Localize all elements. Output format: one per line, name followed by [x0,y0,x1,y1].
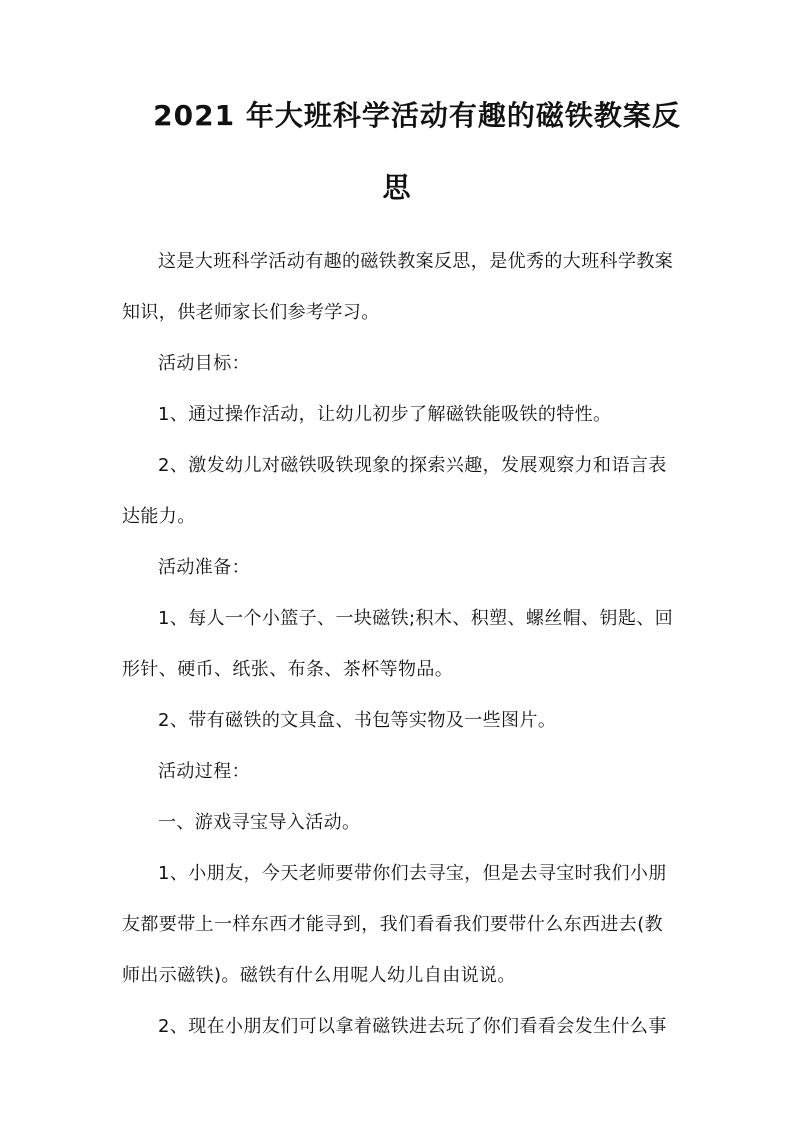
text-line: 一、游戏寻宝导入活动。 [158,812,361,833]
text-line: 友都要带上一样东西才能寻到，我们看看我们要带什么东西进去(教 [122,914,664,935]
text-line: 达能力。 [122,506,196,527]
text-line: 1、通过操作活动，让幼儿初步了解磁铁能吸铁的特性。 [158,404,612,425]
text-line: 2、激发幼儿对磁铁吸铁现象的探索兴趣，发展观察力和语言表 [158,455,667,476]
text-line: 2、带有磁铁的文具盒、书包等实物及一些图片。 [158,710,557,731]
text-line: 形针、硬币、纸张、布条、茶杯等物品。 [122,659,454,680]
text-line: 师出示磁铁)。磁铁有什么用呢人幼儿自由说说。 [122,965,516,986]
text-line: 2、现在小朋友们可以拿着磁铁进去玩了你们看看会发生什么事 [158,1016,667,1037]
text-line: 活动准备： [158,557,250,578]
text-line: 活动过程： [158,761,250,782]
document-title-line-2: 思 [382,171,412,204]
text-line: 1、小朋友，今天老师要带你们去寻宝，但是去寻宝时我们小朋 [158,863,667,884]
text-line: 知识，供老师家长们参考学习。 [122,302,380,323]
text-line: 这是大班科学活动有趣的磁铁教案反思，是优秀的大班科学教案 [158,251,674,272]
document-title-line-1: 2021 年大班科学活动有趣的磁铁教案反 [153,99,681,132]
text-line: 活动目标： [158,353,250,374]
document-body [122,236,682,1052]
text-line: 1、每人一个小篮子、一块磁铁;积木、积塑、螺丝帽、钥匙、回 [158,608,674,629]
